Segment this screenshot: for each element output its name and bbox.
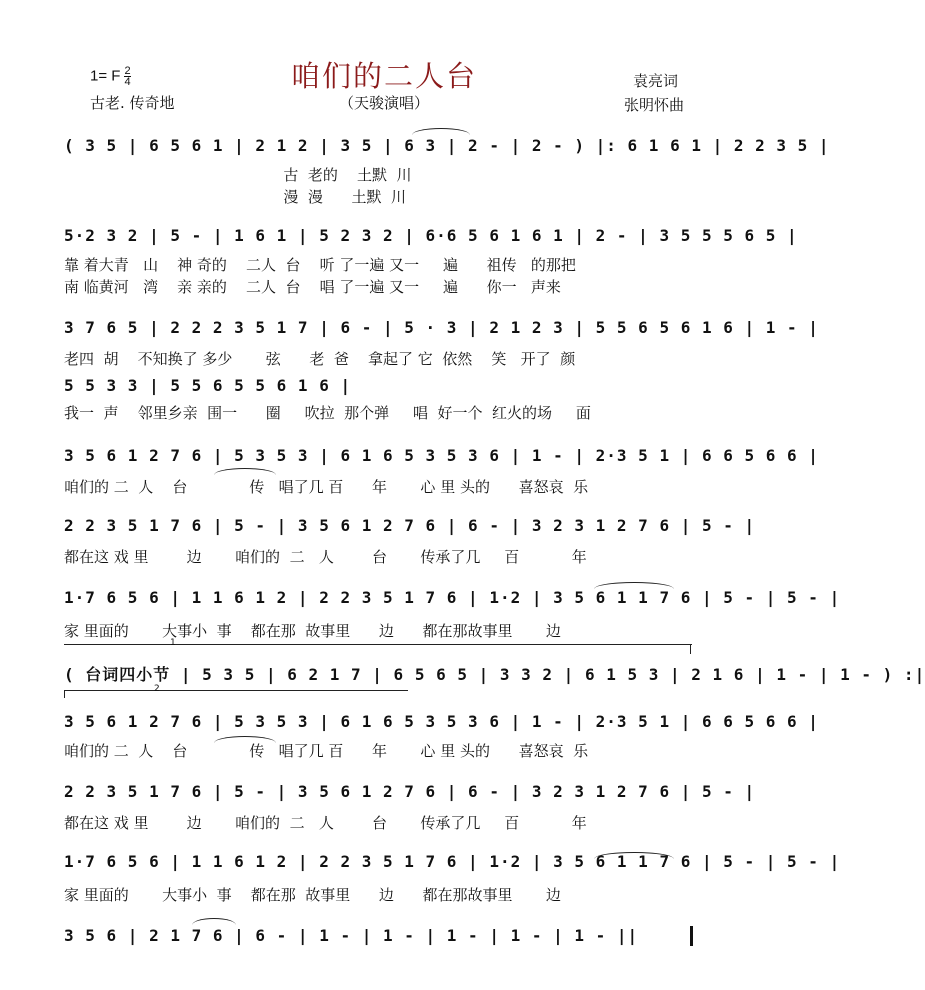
song-title: 咱们的二人台 <box>290 59 477 93</box>
lyric-line: 我一 声 邻里乡亲 围一 圈 吹拉 那个弹 唱 好一个 红火的场 面 <box>64 404 591 422</box>
time-top: 2 <box>124 65 131 77</box>
lyric-line: 靠 着大青 山 神 奇的 二人 台 听 了一遍 又一 遍 祖传 的那把 <box>64 256 576 274</box>
tie-mark <box>192 918 236 925</box>
tie-mark <box>214 468 276 475</box>
composer-credit: 张明怀曲 <box>623 96 684 114</box>
lyric-line: 咱们的 二 人 台 传 唱了几 百 年 心 里 头的 喜怒哀 乐 <box>64 478 589 496</box>
lyric-line: 老四 胡 不知换了 多少 弦 老 爸 拿起了 它 依然 笑 开了 颜 <box>64 350 576 368</box>
lyric-line: 南 临黄河 湾 亲 亲的 二人 台 唱 了一遍 又一 遍 你一 声来 <box>64 278 561 296</box>
notation-row: 3 5 6 1 2 7 6 | 5 3 5 3 | 6 1 6 5 3 5 3 6 | 1 - | 2·3 5 1 | 6 6 5 6 6 | <box>64 446 819 465</box>
lyric-line: 都在这 戏 里 边 咱们的 二 人 台 传承了几 百 年 <box>64 814 587 832</box>
tempo-style: 古老. 传奇地 <box>90 94 175 112</box>
lyricist-credit: 袁亮词 <box>632 72 678 90</box>
lyric-line: 漫 漫 土默 川 <box>64 188 407 206</box>
tie-mark <box>412 128 470 135</box>
tie-mark <box>594 582 674 589</box>
time-signature <box>124 66 130 87</box>
volta-2-bracket <box>64 690 408 691</box>
volta-2-label: 2 <box>154 684 160 694</box>
volta-2-start <box>64 690 65 698</box>
singer-credit: （天骏演唱） <box>338 94 429 112</box>
final-barline <box>690 926 693 946</box>
notation-row: 2 2 3 5 1 7 6 | 5 - | 3 5 6 1 2 7 6 | 6 - | 3 2 3 1 2 7 6 | 5 - | <box>64 516 756 535</box>
notation-row: 1·7 6 5 6 | 1 1 6 1 2 | 2 2 3 5 1 7 6 | 1·2 | 3 5 6 1 1 7 6 | 5 - | 5 - | <box>64 588 841 607</box>
volta-1-end <box>690 644 691 654</box>
lyric-line: 古 老的 土默 川 <box>64 166 412 184</box>
tie-mark <box>594 852 674 859</box>
notation-row: 2 2 3 5 1 7 6 | 5 - | 3 5 6 1 2 7 6 | 6 - | 3 2 3 1 2 7 6 | 5 - | <box>64 782 756 801</box>
notation-row: 1·7 6 5 6 | 1 1 6 1 2 | 2 2 3 5 1 7 6 | 1·2 | 3 5 6 1 1 7 6 | 5 - | 5 - | <box>64 852 841 871</box>
volta-1-label: 1 <box>170 638 176 648</box>
tie-mark <box>214 736 276 743</box>
notation-row: 3 5 6 1 2 7 6 | 5 3 5 3 | 6 1 6 5 3 5 3 6 | 1 - | 2·3 5 1 | 6 6 5 6 6 | <box>64 712 819 731</box>
lyric-line: 家 里面的 大事小 事 都在那 故事里 边 都在那故事里 边 <box>64 622 561 640</box>
notation-row: 3 5 6 | 2 1 7 6 | 6 - | 1 - | 1 - | 1 - | 1 - | 1 - || <box>64 926 639 945</box>
lyric-line: 咱们的 二 人 台 传 唱了几 百 年 心 里 头的 喜怒哀 乐 <box>64 742 589 760</box>
key-label: 1= F <box>90 67 121 85</box>
notation-row: 5 5 3 3 | 5 5 6 5 5 6 1 6 | <box>64 376 352 395</box>
notation-row: 3 7 6 5 | 2 2 2 3 5 1 7 | 6 - | 5 · 3 | 2 1 2 3 | 5 5 6 5 6 1 6 | 1 - | <box>64 318 819 337</box>
lyric-line: 都在这 戏 里 边 咱们的 二 人 台 传承了几 百 年 <box>64 548 587 566</box>
notation-row: ( 台词四小节 | 5 3 5 | 6 2 1 7 | 6 5 6 5 | 3 3 2 | 6 1 5 3 | 2 1 6 | 1 - | 1 - ) :| <box>64 665 925 684</box>
time-bottom: 4 <box>124 76 131 88</box>
lyric-line: 家 里面的 大事小 事 都在那 故事里 边 都在那故事里 边 <box>64 886 561 904</box>
key-signature <box>90 66 131 87</box>
notation-row: ( 3 5 | 6 5 6 1 | 2 1 2 | 3 5 | 6 3 | 2 - | 2 - ) |: 6 1 6 1 | 2 2 3 5 | <box>64 136 830 155</box>
notation-row: 5·2 3 2 | 5 - | 1 6 1 | 5 2 3 2 | 6·6 5 6 1 6 1 | 2 - | 3 5 5 5 6 5 | <box>64 226 798 245</box>
volta-1-bracket <box>64 644 692 645</box>
